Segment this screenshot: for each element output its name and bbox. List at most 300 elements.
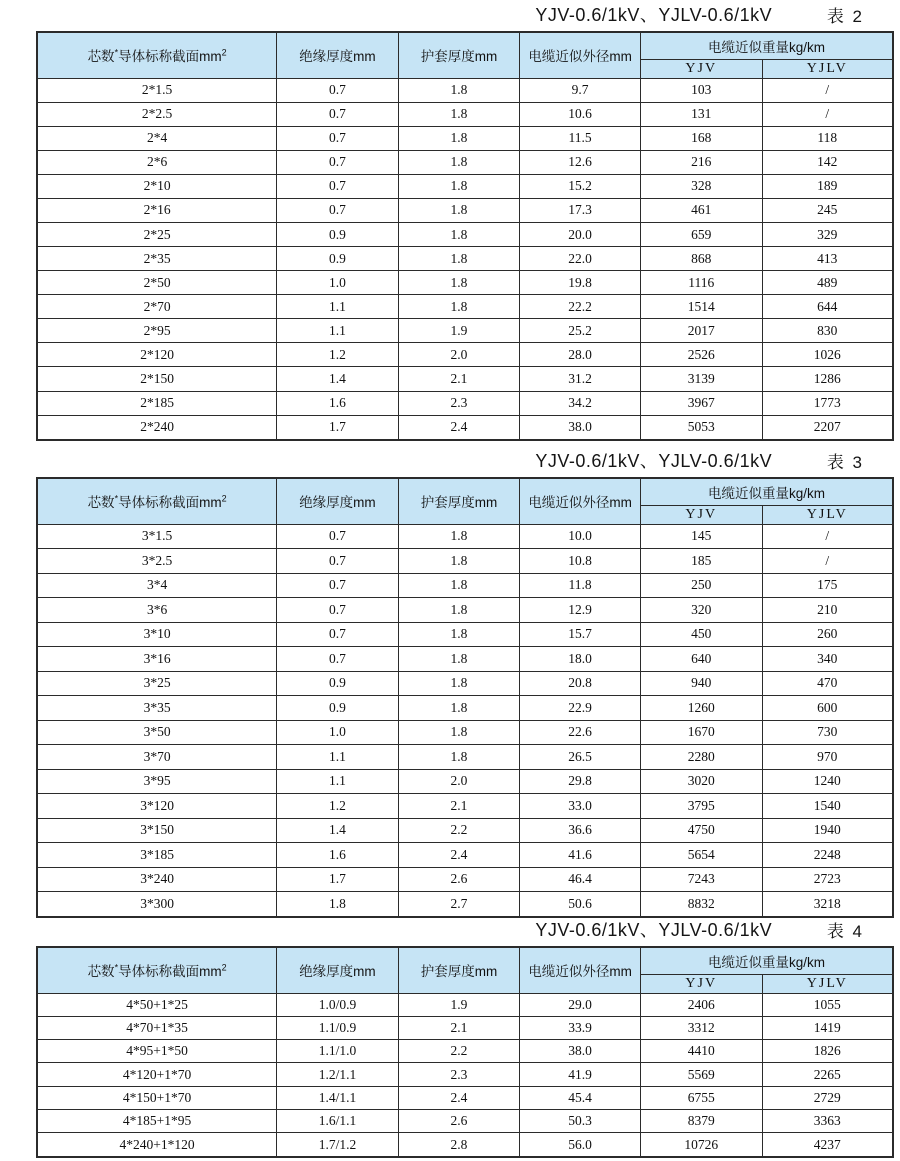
cell: 2*240 (37, 415, 277, 440)
table-row (37, 1040, 893, 1063)
cell: 1240 (762, 769, 893, 794)
cell: 3020 (640, 769, 762, 794)
table-number: 表 3 (826, 453, 864, 472)
cell: 131 (640, 102, 762, 126)
table-row (37, 295, 893, 319)
cell: 1.2 (277, 794, 399, 819)
col-header-diameter: 电缆近似外径mm (520, 478, 641, 524)
table-row (37, 271, 893, 295)
cell: 2*150 (37, 367, 277, 391)
cell: 1.8 (398, 174, 520, 198)
cell: 4*70+1*35 (37, 1016, 277, 1039)
table-number: 表 2 (826, 7, 864, 26)
cell: 4237 (762, 1133, 893, 1157)
cell: 1940 (762, 818, 893, 843)
col-header-yjv: YJV (640, 505, 762, 524)
table-row (37, 573, 893, 598)
cell: 2.2 (398, 818, 520, 843)
cell: 1.9 (398, 993, 520, 1016)
col-header-insulation: 绝缘厚度mm (277, 947, 399, 993)
cell: 0.7 (277, 524, 399, 549)
cell: 1.8 (398, 78, 520, 102)
cell: 970 (762, 745, 893, 770)
header-row-main (37, 478, 893, 505)
cell: 1.6 (277, 843, 399, 868)
cell: / (762, 524, 893, 549)
mm2-sup: 2 (221, 493, 227, 504)
cell: 450 (640, 622, 762, 647)
table-body (37, 993, 893, 1157)
table-row (37, 319, 893, 343)
cell: 1.0 (277, 271, 399, 295)
col-header-diameter: 电缆近似外径mm (520, 947, 641, 993)
table-title: YJV-0.6/1kV、YJLV-0.6/1kV (535, 451, 773, 471)
cell: 2280 (640, 745, 762, 770)
table-row (37, 598, 893, 623)
cell: 600 (762, 696, 893, 721)
col-header-sheath: 护套厚度mm (398, 947, 520, 993)
cell: 4*95+1*50 (37, 1040, 277, 1063)
cell: 730 (762, 720, 893, 745)
cell: 56.0 (520, 1133, 641, 1157)
cell: 33.0 (520, 794, 641, 819)
cell: 1.8 (398, 102, 520, 126)
cell: 168 (640, 126, 762, 150)
cell: 1540 (762, 794, 893, 819)
cell: 1260 (640, 696, 762, 721)
cell: 0.7 (277, 198, 399, 222)
cell: 118 (762, 126, 893, 150)
mm2-sup: 2 (221, 47, 227, 58)
cell: 210 (762, 598, 893, 623)
cell: 5569 (640, 1063, 762, 1086)
cell: 2.4 (398, 415, 520, 440)
cell: 1.9 (398, 319, 520, 343)
cell: 1773 (762, 391, 893, 415)
cell: 18.0 (520, 647, 641, 672)
cell: 461 (640, 198, 762, 222)
cell: 22.2 (520, 295, 641, 319)
cell: 3*4 (37, 573, 277, 598)
cell: 2.0 (398, 769, 520, 794)
cell: 0.7 (277, 174, 399, 198)
cell: 1.8 (398, 573, 520, 598)
cell: 3*6 (37, 598, 277, 623)
cell: 1.8 (398, 647, 520, 672)
cell: 1.8 (398, 198, 520, 222)
cell: 3*120 (37, 794, 277, 819)
cell: 0.7 (277, 150, 399, 174)
cell: 0.9 (277, 222, 399, 246)
cell: 413 (762, 247, 893, 271)
cell: 0.7 (277, 102, 399, 126)
cell: 3*185 (37, 843, 277, 868)
cell: 2.3 (398, 391, 520, 415)
table-row (37, 1110, 893, 1133)
table-row (37, 198, 893, 222)
cell: 1.1/1.0 (277, 1040, 399, 1063)
table-row (37, 843, 893, 868)
cell: 1116 (640, 271, 762, 295)
cell: 2.2 (398, 1040, 520, 1063)
table-title: YJV-0.6/1kV、YJLV-0.6/1kV (535, 920, 773, 940)
table-row (37, 794, 893, 819)
cell: 142 (762, 150, 893, 174)
cell: 38.0 (520, 1040, 641, 1063)
asterisk-sup: * (114, 962, 119, 973)
core-count-label: 芯数 (87, 49, 115, 65)
cell: 3*25 (37, 671, 277, 696)
table-row (37, 367, 893, 391)
cell: 2.1 (398, 794, 520, 819)
cell: 2.3 (398, 1063, 520, 1086)
cell: 4*240+1*120 (37, 1133, 277, 1157)
table-row (37, 343, 893, 367)
cell: 0.7 (277, 622, 399, 647)
col-header-core-section (37, 478, 277, 524)
cell: 2729 (762, 1086, 893, 1109)
cell: 1.0/0.9 (277, 993, 399, 1016)
cell: 3*2.5 (37, 549, 277, 574)
cell: 4*150+1*70 (37, 1086, 277, 1109)
cell: 175 (762, 573, 893, 598)
table-row (37, 1086, 893, 1109)
cell: 2*6 (37, 150, 277, 174)
cell: 1.8 (398, 126, 520, 150)
cell: 1670 (640, 720, 762, 745)
cell: 46.4 (520, 867, 641, 892)
cell: 260 (762, 622, 893, 647)
cell: 0.9 (277, 696, 399, 721)
cell: 3139 (640, 367, 762, 391)
col-header-yjv: YJV (640, 59, 762, 78)
cell: 1.8 (398, 222, 520, 246)
cell: 34.2 (520, 391, 641, 415)
col-header-yjlv: YJLV (762, 974, 893, 993)
cell: 1.8 (398, 598, 520, 623)
cell: 10.6 (520, 102, 641, 126)
col-header-insulation: 绝缘厚度mm (277, 32, 399, 78)
table-number: 表 4 (826, 922, 864, 941)
table-body (37, 78, 893, 440)
cell: 2.0 (398, 343, 520, 367)
cell: 940 (640, 671, 762, 696)
cell: 1.8 (398, 549, 520, 574)
col-header-yjv: YJV (640, 974, 762, 993)
cell: 3*16 (37, 647, 277, 672)
cell: 22.6 (520, 720, 641, 745)
col-header-weight-group: 电缆近似重量kg/km (640, 32, 893, 59)
cell: 2*70 (37, 295, 277, 319)
cell: 2.4 (398, 843, 520, 868)
cell: 1.8 (398, 622, 520, 647)
cell: 830 (762, 319, 893, 343)
conductor-section-label: 导体标称截面mm (118, 964, 222, 980)
table-row (37, 78, 893, 102)
cell: 2*95 (37, 319, 277, 343)
asterisk-sup: * (114, 493, 119, 504)
col-header-weight-group: 电缆近似重量kg/km (640, 478, 893, 505)
cell: 1.8 (398, 696, 520, 721)
cell: 2.6 (398, 1110, 520, 1133)
cell: / (762, 549, 893, 574)
table-header (37, 32, 893, 78)
cell: 22.0 (520, 247, 641, 271)
table-row (37, 102, 893, 126)
cell: 1.7/1.2 (277, 1133, 399, 1157)
cell: 2*50 (37, 271, 277, 295)
table-row (37, 745, 893, 770)
cell: 1.8 (398, 720, 520, 745)
cell: 1.8 (398, 524, 520, 549)
cell: 5053 (640, 415, 762, 440)
cell: 644 (762, 295, 893, 319)
cell: 38.0 (520, 415, 641, 440)
cable-spec-table (36, 946, 894, 1158)
cell: 4*50+1*25 (37, 993, 277, 1016)
cell: 17.3 (520, 198, 641, 222)
cell: 50.6 (520, 892, 641, 917)
col-header-yjlv: YJLV (762, 505, 893, 524)
cell: 1.8 (398, 271, 520, 295)
cell: / (762, 102, 893, 126)
cell: 22.9 (520, 696, 641, 721)
cell: 1.4 (277, 818, 399, 843)
cell: 659 (640, 222, 762, 246)
table-row (37, 696, 893, 721)
core-count-label: 芯数 (87, 964, 115, 980)
cell: 216 (640, 150, 762, 174)
cell: 29.8 (520, 769, 641, 794)
cell: 3*1.5 (37, 524, 277, 549)
cell: 320 (640, 598, 762, 623)
cell: 1.1/0.9 (277, 1016, 399, 1039)
cell: / (762, 78, 893, 102)
core-count-label: 芯数 (87, 495, 115, 511)
cell: 9.7 (520, 78, 641, 102)
cell: 12.6 (520, 150, 641, 174)
table-row (37, 174, 893, 198)
cell: 3*70 (37, 745, 277, 770)
cell: 1.2/1.1 (277, 1063, 399, 1086)
cell: 15.7 (520, 622, 641, 647)
cell: 1286 (762, 367, 893, 391)
cell: 2*10 (37, 174, 277, 198)
table-row (37, 524, 893, 549)
table-title: YJV-0.6/1kV、YJLV-0.6/1kV (535, 5, 773, 25)
cell: 250 (640, 573, 762, 598)
cell: 12.9 (520, 598, 641, 623)
table-row (37, 892, 893, 917)
cell: 0.7 (277, 78, 399, 102)
cell: 2.4 (398, 1086, 520, 1109)
cell: 2406 (640, 993, 762, 1016)
col-header-core-section (37, 947, 277, 993)
cell: 4*185+1*95 (37, 1110, 277, 1133)
cell: 2.8 (398, 1133, 520, 1157)
table-row (37, 150, 893, 174)
cell: 10.0 (520, 524, 641, 549)
table-title-row (36, 0, 894, 31)
table-row (37, 247, 893, 271)
col-header-sheath: 护套厚度mm (398, 32, 520, 78)
cell: 50.3 (520, 1110, 641, 1133)
cell: 1026 (762, 343, 893, 367)
table-row (37, 549, 893, 574)
conductor-section-label: 导体标称截面mm (118, 495, 222, 511)
cell: 3*95 (37, 769, 277, 794)
cell: 3*150 (37, 818, 277, 843)
cell: 3*35 (37, 696, 277, 721)
cell: 31.2 (520, 367, 641, 391)
cell: 0.7 (277, 126, 399, 150)
cell: 1.4 (277, 367, 399, 391)
cell: 1.8 (398, 295, 520, 319)
table-body (37, 524, 893, 917)
cell: 1.8 (398, 247, 520, 271)
cell: 25.2 (520, 319, 641, 343)
cell: 328 (640, 174, 762, 198)
table-header (37, 478, 893, 524)
col-header-diameter: 电缆近似外径mm (520, 32, 641, 78)
cell: 340 (762, 647, 893, 672)
cell: 4410 (640, 1040, 762, 1063)
cell: 11.5 (520, 126, 641, 150)
cell: 1.8 (398, 671, 520, 696)
cell: 868 (640, 247, 762, 271)
table-section-3core (36, 441, 900, 918)
cell: 1.8 (277, 892, 399, 917)
cell: 33.9 (520, 1016, 641, 1039)
cell: 2.1 (398, 367, 520, 391)
header-row-main (37, 947, 893, 974)
cell: 2.7 (398, 892, 520, 917)
cell: 36.6 (520, 818, 641, 843)
cell: 45.4 (520, 1086, 641, 1109)
cell: 26.5 (520, 745, 641, 770)
table-row (37, 671, 893, 696)
cell: 2*2.5 (37, 102, 277, 126)
cell: 2*25 (37, 222, 277, 246)
cell: 3795 (640, 794, 762, 819)
cell: 1.8 (398, 745, 520, 770)
cell: 2207 (762, 415, 893, 440)
table-row (37, 867, 893, 892)
cell: 2265 (762, 1063, 893, 1086)
cell: 3312 (640, 1016, 762, 1039)
cell: 1.0 (277, 720, 399, 745)
table-row (37, 391, 893, 415)
cell: 3*50 (37, 720, 277, 745)
cell: 1.8 (398, 150, 520, 174)
conductor-section-label: 导体标称截面mm (118, 49, 222, 65)
table-header (37, 947, 893, 993)
cell: 1.1 (277, 295, 399, 319)
cell: 185 (640, 549, 762, 574)
cell: 1.2 (277, 343, 399, 367)
cell: 2248 (762, 843, 893, 868)
col-header-sheath: 护套厚度mm (398, 478, 520, 524)
cell: 145 (640, 524, 762, 549)
cell: 1.4/1.1 (277, 1086, 399, 1109)
col-header-yjlv: YJLV (762, 59, 893, 78)
table-title-row (36, 441, 894, 477)
cell: 3967 (640, 391, 762, 415)
cell: 5654 (640, 843, 762, 868)
table-row (37, 1063, 893, 1086)
table-row (37, 415, 893, 440)
cell: 489 (762, 271, 893, 295)
cell: 1419 (762, 1016, 893, 1039)
table-section-2core (36, 0, 900, 441)
cell: 2526 (640, 343, 762, 367)
cell: 0.9 (277, 671, 399, 696)
cell: 2.1 (398, 1016, 520, 1039)
cell: 3*300 (37, 892, 277, 917)
cell: 6755 (640, 1086, 762, 1109)
cell: 0.7 (277, 573, 399, 598)
cell: 41.9 (520, 1063, 641, 1086)
cell: 10726 (640, 1133, 762, 1157)
cell: 28.0 (520, 343, 641, 367)
col-header-weight-group: 电缆近似重量kg/km (640, 947, 893, 974)
cell: 470 (762, 671, 893, 696)
cell: 20.8 (520, 671, 641, 696)
table-row (37, 720, 893, 745)
table-title-row (36, 918, 894, 946)
cell: 20.0 (520, 222, 641, 246)
table-row (37, 622, 893, 647)
col-header-insulation: 绝缘厚度mm (277, 478, 399, 524)
table-row (37, 126, 893, 150)
cell: 2723 (762, 867, 893, 892)
cell: 1.6/1.1 (277, 1110, 399, 1133)
cell: 329 (762, 222, 893, 246)
cell: 2*120 (37, 343, 277, 367)
cell: 2*1.5 (37, 78, 277, 102)
cell: 15.2 (520, 174, 641, 198)
cell: 103 (640, 78, 762, 102)
cell: 2*4 (37, 126, 277, 150)
table-row (37, 818, 893, 843)
asterisk-sup: * (114, 47, 119, 58)
table-row (37, 647, 893, 672)
header-row-main (37, 32, 893, 59)
cell: 41.6 (520, 843, 641, 868)
cell: 1055 (762, 993, 893, 1016)
table-row (37, 993, 893, 1016)
cell: 0.7 (277, 598, 399, 623)
cell: 1.6 (277, 391, 399, 415)
cell: 8379 (640, 1110, 762, 1133)
cell: 1.1 (277, 769, 399, 794)
cell: 10.8 (520, 549, 641, 574)
cell: 3218 (762, 892, 893, 917)
cell: 245 (762, 198, 893, 222)
table-row (37, 222, 893, 246)
cell: 3*10 (37, 622, 277, 647)
cell: 2.6 (398, 867, 520, 892)
table-row (37, 769, 893, 794)
cell: 1.7 (277, 867, 399, 892)
cell: 1.7 (277, 415, 399, 440)
cell: 1.1 (277, 319, 399, 343)
cell: 0.7 (277, 549, 399, 574)
cell: 0.9 (277, 247, 399, 271)
cell: 189 (762, 174, 893, 198)
table-section-4core (36, 918, 900, 1158)
cable-spec-table (36, 31, 894, 441)
